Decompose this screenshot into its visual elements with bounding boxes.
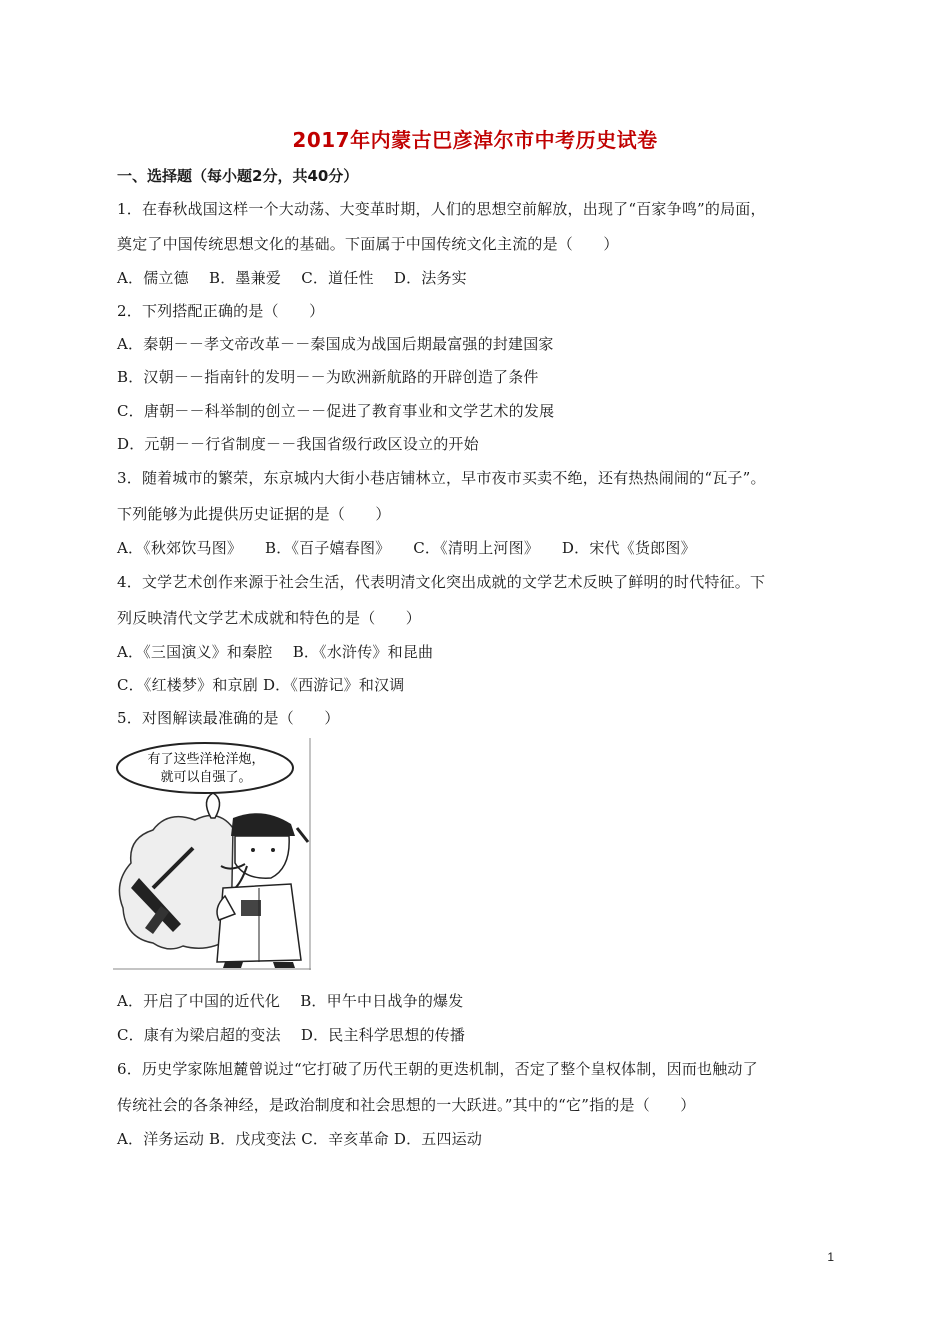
page-title: 2017年内蒙古巴彦淖尔市中考历史试卷 bbox=[292, 128, 658, 152]
text-line: 传统社会的各条神经，是政治制度和社会思想的一大跃进。”其中的“它”指的是（ ） bbox=[117, 1096, 696, 1114]
text-line: 3．随着城市的繁荣，东京城内大街小巷店铺林立，早市夜市买卖不绝，还有热热闹闹的“瓦子”。 bbox=[117, 469, 766, 487]
text-line: A．开启了中国的近代化 B．甲午中日战争的爆发 bbox=[117, 992, 464, 1010]
text-line: 5．对图解读最准确的是（ ） bbox=[117, 709, 340, 727]
text-line: C．康有为梁启超的变法 D．民主科学思想的传播 bbox=[117, 1026, 466, 1044]
text-line: A．《三国演义》和秦腔 B．《水浒传》和昆曲 bbox=[117, 643, 434, 661]
text-line: B．汉朝－－指南针的发明－－为欧洲新航路的开辟创造了条件 bbox=[117, 368, 539, 386]
text-line: A．《秋郊饮马图》 B．《百子嬉春图》 C．《清明上河图》 D．宋代《货郎图》 bbox=[117, 539, 696, 557]
text-line: 2．下列搭配正确的是（ ） bbox=[117, 302, 325, 320]
text-line: A．儒立德 B．墨兼爱 C．道任性 D．法务实 bbox=[117, 269, 467, 287]
speech-text-1: 有了这些洋枪洋炮， bbox=[147, 752, 265, 767]
text-line: 下列能够为此提供历史证据的是（ ） bbox=[117, 505, 391, 523]
speech-text-2: 就可以自强了。 bbox=[160, 770, 252, 785]
page-number: 1 bbox=[827, 1250, 834, 1264]
text-line: 1．在春秋战国这样一个大动荡、大变革时期，人们的思想空前解放，出现了“百家争鸣”的局面， bbox=[117, 200, 766, 218]
text-line: A．洋务运动 B．戊戌变法 C．辛亥革命 D．五四运动 bbox=[117, 1130, 483, 1148]
text-line: C．《红楼梦》和京剧 D．《西游记》和汉调 bbox=[117, 676, 405, 694]
text-line: 列反映清代文学艺术成就和特色的是（ ） bbox=[117, 609, 422, 627]
text-line: C．唐朝－－科举制的创立－－促进了教育事业和文学艺术的发展 bbox=[117, 402, 555, 420]
cartoon-figure bbox=[113, 738, 311, 970]
text-line: 奠定了中国传统思想文化的基础。下面属于中国传统文化主流的是（ ） bbox=[117, 235, 619, 253]
text-line: A．秦朝－－孝文帝改革－－秦国成为战国后期最富强的封建国家 bbox=[117, 335, 554, 353]
text-line: 6．历史学家陈旭麓曾说过“它打破了历代王朝的更迭机制，否定了整个皇权体制，因而也触动了 bbox=[117, 1060, 758, 1078]
section-heading: 一、选择题（每小题2分，共40分） bbox=[117, 167, 359, 185]
text-line: 4．文学艺术创作来源于社会生活，代表明清文化突出成就的文学艺术反映了鲜明的时代特征。下 bbox=[117, 573, 766, 591]
text-line: D．元朝－－行省制度－－我国省级行政区设立的开始 bbox=[117, 435, 479, 453]
